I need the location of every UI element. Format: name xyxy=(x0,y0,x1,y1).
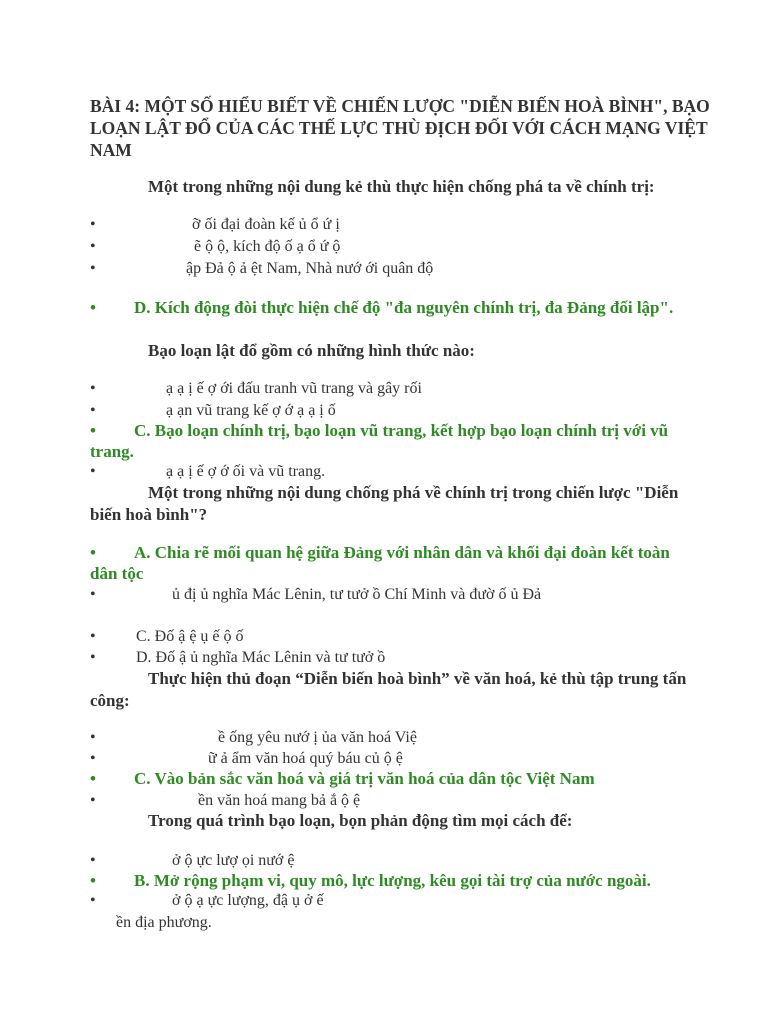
option-4b: • ữ ả ẩm văn hoá quý báu củ ộ ệ xyxy=(90,750,403,767)
option-5a: • ở ộ ực lượ ọi nướ ệ xyxy=(90,852,295,869)
bullet: • xyxy=(90,216,96,233)
option-4d: • ền văn hoá mang bả ắ ộ ệ xyxy=(90,792,361,809)
answer-4: • C. Vào bản sắc văn hoá và giá trị văn hoá của dân tộc Việt Nam xyxy=(90,769,595,788)
answer-5: • B. Mở rộng phạm vi, quy mô, lực lượng, kêu gọi tài trợ của nước ngoài. xyxy=(90,871,651,890)
option-1c: • ập Đả ộ ả ệt Nam, Nhà nướ ới quân độ xyxy=(90,260,434,277)
question-3: Một trong những nội dung chống phá về chính trị trong chiến lược "Diễn biến hoà bình"? xyxy=(90,483,679,524)
option-5c-continued: ền địa phương. xyxy=(116,914,212,931)
option-3d: • D. Đố ậ ủ nghĩa Mác Lênin và tư tưở ồ xyxy=(90,649,386,666)
question-5: Trong quá trình bạo loạn, bọn phản động tìm mọi cách để: xyxy=(148,811,573,830)
question-4: Thực hiện thủ đoạn “Diễn biến hoà bình” về văn hoá, kẻ thù tập trung tấn công: xyxy=(90,669,687,710)
option-3b: • ủ đị ủ nghĩa Mác Lênin, tư tưở ồ Chí Minh và đườ ố ủ Đả xyxy=(90,586,542,603)
option-2d: • ạ ạ ị ế ợ ớ ối và vũ trang. xyxy=(90,463,326,480)
option-1a: • ỡ ối đại đoàn kế ủ ổ ứ ị xyxy=(90,216,340,233)
option-5c: • ở ộ ạ ực lượng, đậ ụ ở ế xyxy=(90,892,324,909)
option-3c: • C. Đố ậ ệ ụ ế ộ ố xyxy=(90,628,244,645)
question-2: Bạo loạn lật đổ gồm có những hình thức nào: xyxy=(148,341,475,360)
answer-2: • C. Bạo loạn chính trị, bạo loạn vũ trang, kết hợp bạo loạn chính trị với vũ trang. xyxy=(90,421,669,461)
question-1: Một trong những nội dung kẻ thù thực hiện chống phá ta về chính trị: xyxy=(148,177,655,196)
page-title: BÀI 4: MỘT SỐ HIỂU BIẾT VỀ CHIẾN LƯỢC "DIỄN BIẾN HOÀ BÌNH", BẠO LOẠN LẬT ĐỔ CỦA CÁC THẾ LỰC THÙ ĐỊCH ĐỐI VỚI CÁCH MẠNG VIỆT NAM xyxy=(90,96,710,160)
option-1b: • ẽ ộ ộ, kích độ ố ạ ổ ứ ộ xyxy=(90,238,341,255)
option-2a: • ạ ạ ị ế ợ ới đấu tranh vũ trang và gây rối xyxy=(90,380,422,397)
answer-1: • D. Kích động đòi thực hiện chế độ "đa nguyên chính trị, đa Đảng đối lập". xyxy=(90,298,674,317)
answer-3: • A. Chia rẽ mối quan hệ giữa Đảng với nhân dân và khối đại đoàn kết toàn dân tộc xyxy=(90,543,670,583)
option-4a: • ề ống yêu nướ ị ủa văn hoá Việ xyxy=(90,729,417,746)
option-2b: • ạ ạn vũ trang kế ợ ớ ạ ạ ị ố xyxy=(90,402,336,419)
